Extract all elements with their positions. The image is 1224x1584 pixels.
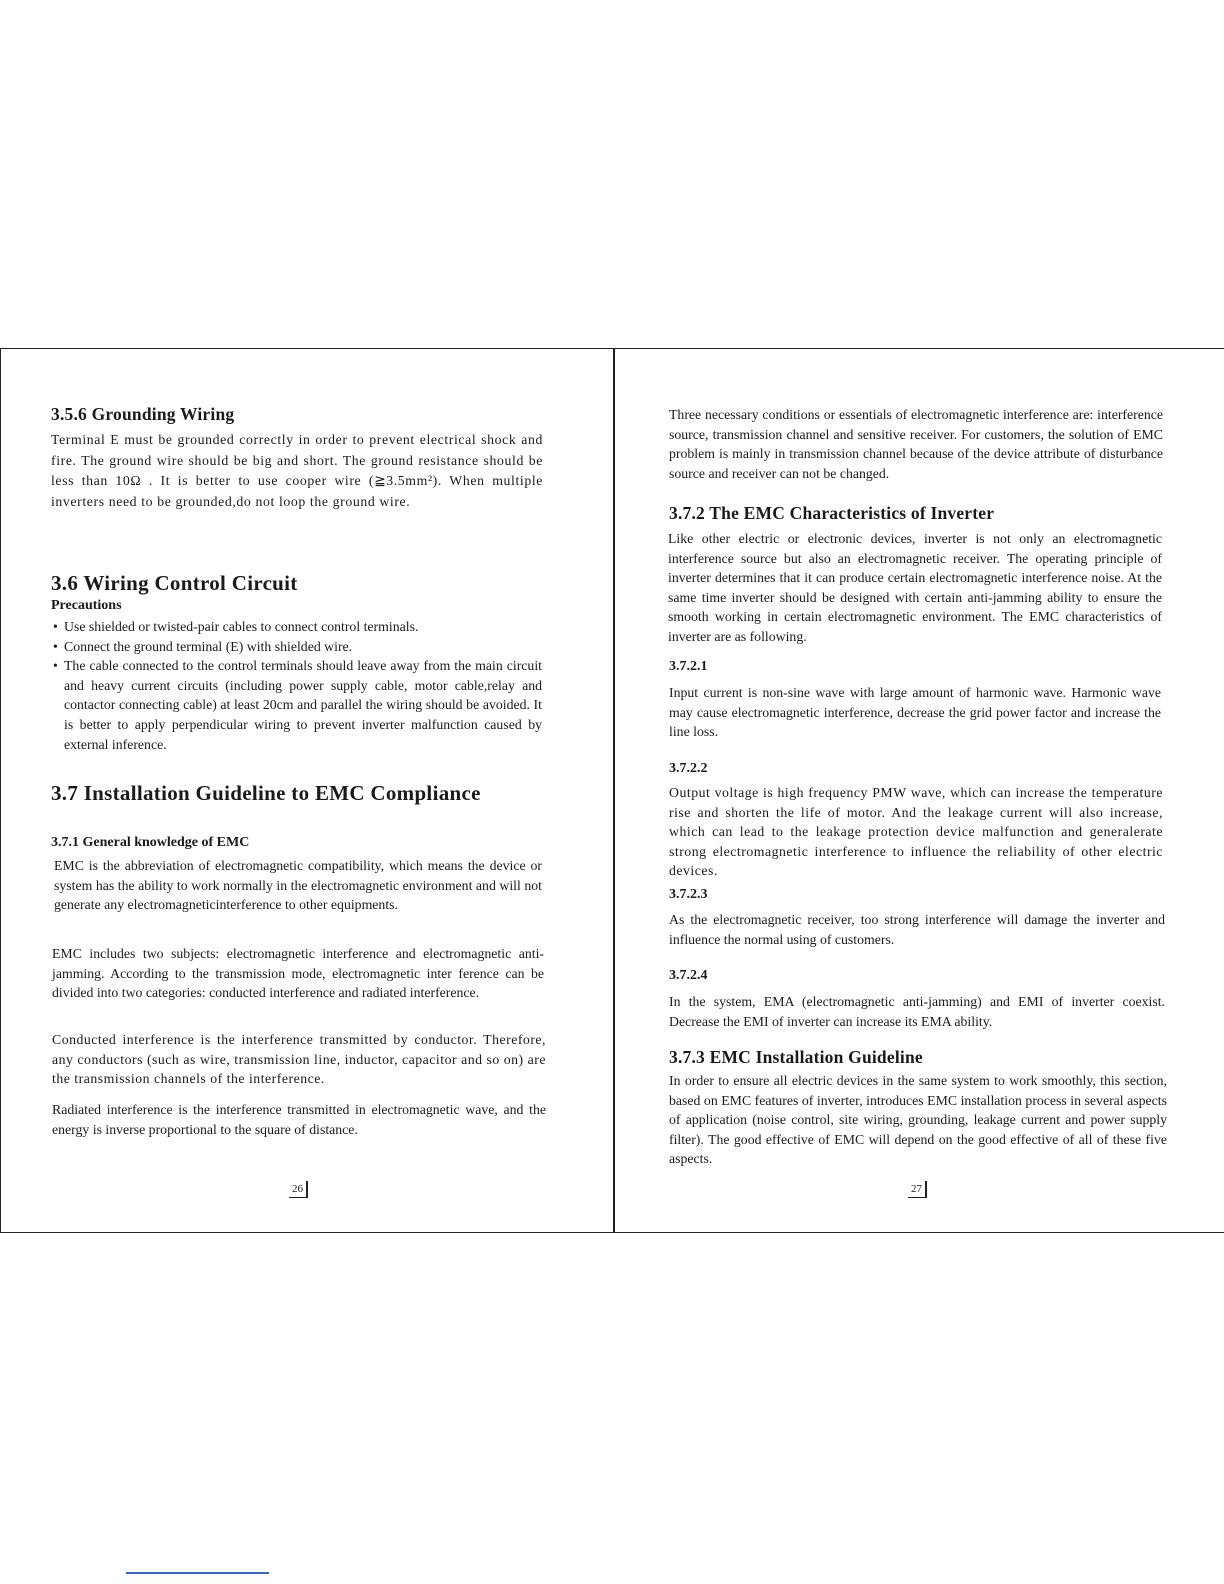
- section-3-7-2-body: Like other electric or electronic devices, inverter is not only an electromagnetic interference source but also an electromagnetic receiver. The operating principle of inverter determines that it can produce certain electromagnetic interference noise. At the same time inverter should be designed with certain anti-jamming ability to ensure the smooth working in certain electromagnetic environment. The EMC characteristics of inverter are as following.: [668, 531, 1162, 644]
- section-3-7-title: 3.7 Installation Guideline to EMC Compliance: [51, 781, 481, 805]
- section-3-6-title: 3.6 Wiring Control Circuit: [51, 571, 298, 595]
- section-3-7-2-3-body: As the electromagnetic receiver, too strong interference will damage the inverter and influence the normal using of customers.: [669, 912, 1165, 947]
- section-3-5-6-body: Terminal E must be grounded correctly in order to prevent electrical shock and fire. The ground wire should be big and short. The ground resistance should be less than 10Ω . It is better to use cooper wire (≧3.5mm²). When multiple inverters need to be grounded,do not loop the ground wire.: [51, 432, 543, 509]
- emc-intro-paragraph: Three necessary conditions or essentials of electromagnetic interference are: interference source, transmission channel and sensitive receiver. For customers, the solution of EMC problem is mainly in transmission channel because of the device attribute of disturbance source and receiver can not be changed.: [669, 407, 1163, 481]
- precautions-list: [50, 617, 542, 754]
- section-3-7-1-paragraph-4: Radiated interference is the interference transmitted in electromagnetic wave, and the energy is inverse proportional to the square of distance.: [52, 1102, 546, 1137]
- left-page: [1, 349, 613, 1232]
- precaution-item: • Use shielded or twisted-pair cables to connect control terminals.: [50, 617, 542, 637]
- section-3-7-2-2-title: 3.7.2.2: [669, 761, 708, 776]
- section-3-7-2-title: 3.7.2 The EMC Characteristics of Inverter: [669, 503, 995, 523]
- precaution-item: • Connect the ground terminal (E) with shielded wire.: [50, 637, 542, 657]
- section-3-7-3-body: In order to ensure all electric devices in the same system to work smoothly, this section, based on EMC features of inverter, introduces EMC installation process in several aspects of application (noise control, site wiring, grounding, leakage current and power supply filter). The good effective of EMC will depend on the good effective of all of these five aspects.: [669, 1073, 1167, 1167]
- book-spread: [0, 348, 1224, 1233]
- section-3-7-2-4-body: In the system, EMA (electromagnetic anti-jamming) and EMI of inverter coexist. Decrease the EMI of inverter can increase its EMA ability.: [669, 994, 1165, 1029]
- page-number: 26: [289, 1181, 308, 1198]
- section-3-7-2-3-title: 3.7.2.3: [669, 887, 708, 902]
- precautions-label: Precautions: [51, 598, 122, 613]
- section-3-7-2-1-body: Input current is non-sine wave with large amount of harmonic wave. Harmonic wave may cause electromagnetic interference, decrease the grid power factor and increase the line loss.: [669, 685, 1161, 740]
- section-3-7-3-title: 3.7.3 EMC Installation Guideline: [669, 1047, 923, 1067]
- section-3-7-1-paragraph-2: EMC includes two subjects: electromagnetic interference and electromagnetic anti-jamming. According to the transmission mode, electromagnetic inter ference can be divided into two categories: conducted interference and radiated interference.: [52, 946, 544, 1001]
- precaution-item: • The cable connected to the control terminals should leave away from the main circuit and heavy current circuits (including power supply cable, motor cable,relay and contactor connecting cable) at least 20cm and parallel the wiring should be avoided. It is better to apply perpendicular wiring to prevent inverter malfunction caused by external inference.: [50, 656, 542, 754]
- section-3-7-2-1-title: 3.7.2.1: [669, 659, 708, 674]
- page-number: 27: [908, 1181, 927, 1198]
- right-page: [615, 349, 1224, 1232]
- section-3-7-2-2-body: Output voltage is high frequency PMW wave, which can increase the temperature rise and shorten the life of motor. And the leakage current will also increase, which can lead to the leakage protection device malfunction and generalerate strong electromagnetic interference to influence the reliability of other electric devices.: [669, 785, 1163, 879]
- section-3-7-1-title: 3.7.1 General knowledge of EMC: [51, 835, 250, 850]
- section-3-7-1-paragraph-1: EMC is the abbreviation of electromagnetic compatibility, which means the device or system has the ability to work normally in the electromagnetic environment and will not generate any electromagneticinterference to other equipments.: [54, 858, 542, 913]
- footer-link-underline: [126, 1572, 269, 1574]
- section-3-7-1-paragraph-3: Conducted interference is the interference transmitted by conductor. Therefore, any conductors (such as wire, transmission line, inductor, capacitor and so on) are the transmission channels of the interference.: [52, 1032, 546, 1087]
- section-3-5-6-title: 3.5.6 Grounding Wiring: [51, 404, 235, 424]
- section-3-7-2-4-title: 3.7.2.4: [669, 968, 708, 983]
